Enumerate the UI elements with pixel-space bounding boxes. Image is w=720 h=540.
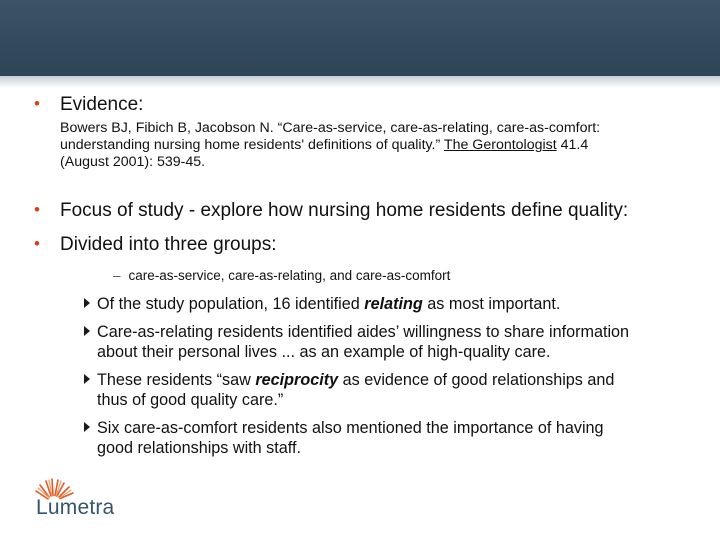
arrow-bullet-icon [84,326,90,336]
finding-3-text [97,370,697,410]
groups-text: Divided into three groups: [60,234,277,255]
bullet-dot-icon: • [34,200,40,219]
dash-icon: – [113,268,121,283]
citation-volume: 41.4 [556,137,589,153]
finding-4-line-1: Six care-as-comfort residents also mentioned the importance of having [97,419,604,437]
citation-date: (August 2001): 539-45. [60,154,206,170]
groups-sub-text: care-as-service, care-as-relating, and care-as-comfort [128,268,451,283]
finding-4-text [97,418,697,458]
citation-journal: The Gerontologist [443,137,557,153]
evidence-label: Evidence: [60,94,144,115]
header-band [0,0,720,76]
arrow-bullet-icon [84,422,90,432]
finding-2-text [97,322,697,362]
finding-3-pre: These residents “saw [97,371,256,389]
citation-line-2 [60,137,680,154]
citation [60,120,680,171]
bullet-dot-icon: • [34,234,40,253]
finding-4-line-2: good relationships with staff. [97,439,301,457]
finding-1-emphasis: relating [364,295,423,313]
focus-text: Focus of study - explore how nursing home residents define quality: [60,200,629,221]
header-shadow [0,76,720,88]
finding-3-post: as evidence of good relationships and [338,371,615,389]
finding-1-post: as most important. [422,295,561,313]
arrow-bullet-icon [84,298,90,308]
finding-2-line-2: about their personal lives ... as an example of high-quality care. [97,343,551,361]
lumetra-logo-text: Lumetra [36,496,115,519]
citation-line-2-text: understanding nursing home residents' definitions of quality.” [60,137,444,153]
finding-3-emphasis: reciprocity [255,371,339,389]
bullet-dot-icon: • [34,94,40,113]
finding-2-line-1: Care-as-relating residents identified aides’ willingness to share information [97,323,630,341]
finding-1-pre: Of the study population, 16 identified [97,295,365,313]
arrow-bullet-icon [84,374,90,384]
finding-1-text [97,294,697,314]
groups-sub-item [113,268,450,283]
finding-3-line-2: thus of good quality care.” [97,391,284,409]
finding-3-line-1 [97,370,697,390]
citation-line-1: Bowers BJ, Fibich B, Jacobson N. “Care-as-service, care-as-relating, care-as-comfort: [60,120,601,136]
